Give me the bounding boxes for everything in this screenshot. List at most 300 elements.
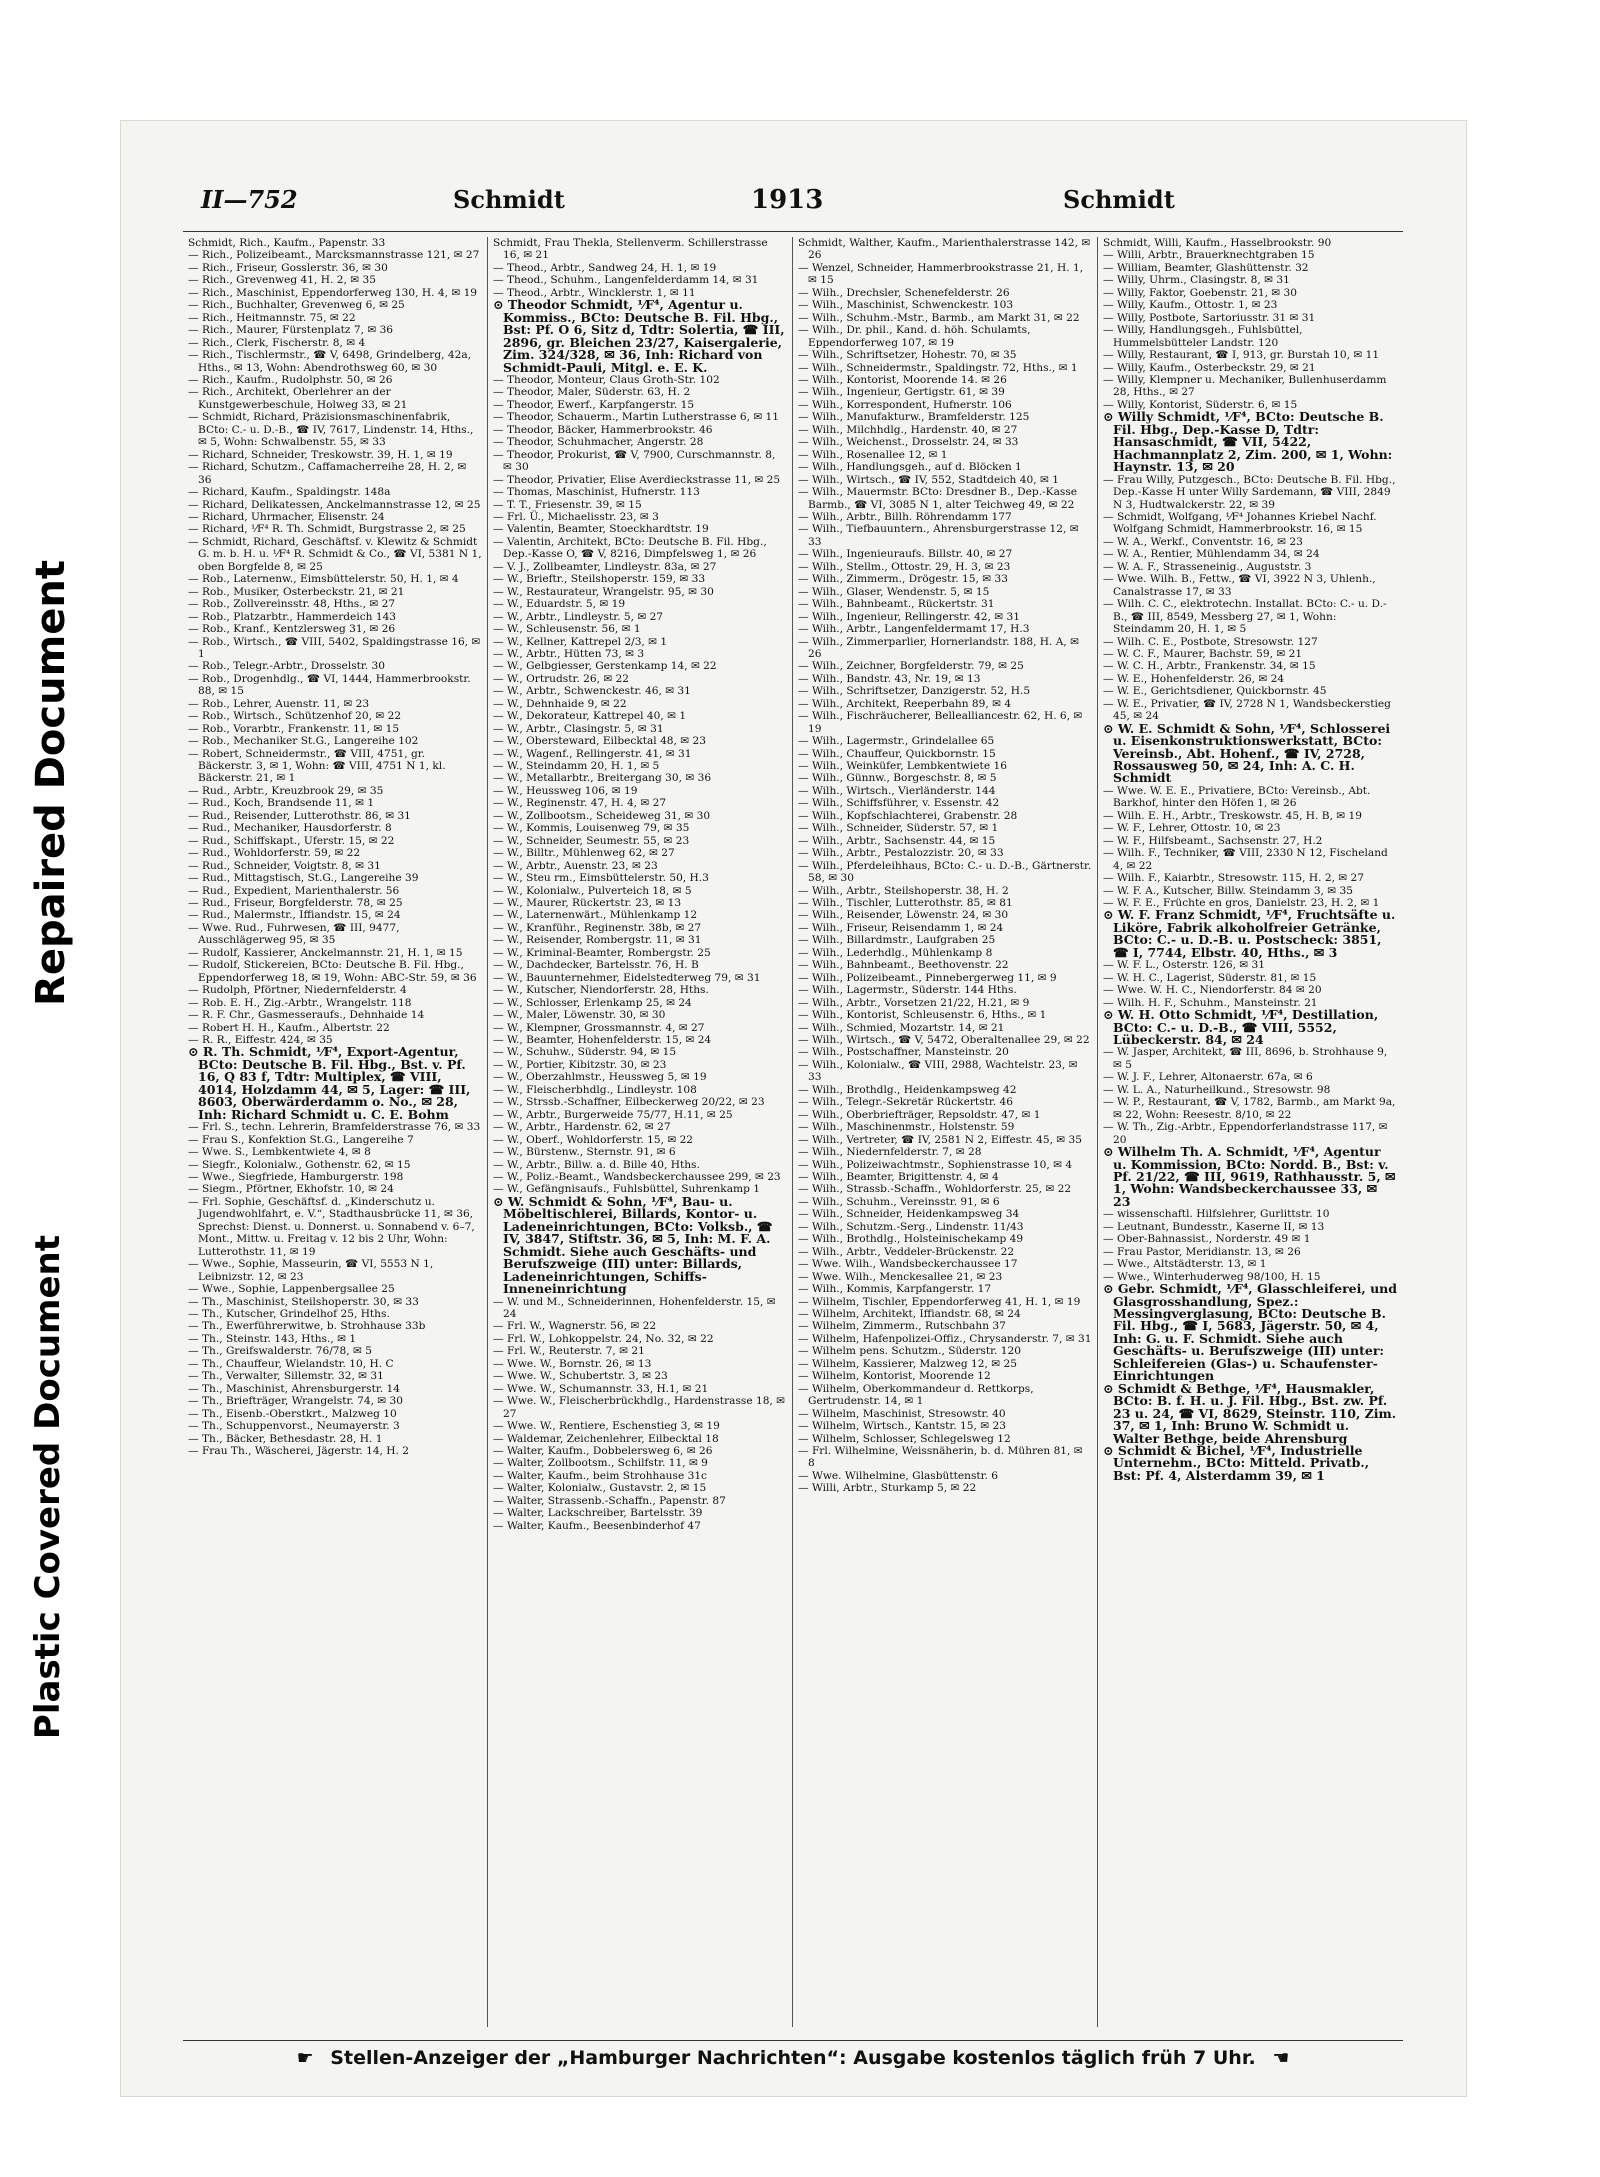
directory-entry: — W. E., Privatier, ☎ IV, 2728 N 1, Wandsbeckerstieg 45, ✉ 24: [1103, 697, 1391, 723]
directory-entry: — Rud., Malermstr., Iffiandstr. 15, ✉ 24: [188, 909, 401, 922]
entry-columns: [183, 237, 1403, 2027]
directory-entry: — Wilh., Schmied, Mozartstr. 14, ✉ 21: [798, 1021, 1005, 1034]
directory-entry: — Wilh., Schutzm.-Serg., Lindenstr. 11/43: [798, 1220, 1024, 1233]
directory-entry: — Wilh. C. C., elektrotechn. Installat. BCto: C.- u. D.-B., ☎ III, 8549, Messberg 27, ✉ 1, Wohn: Steindamm 20, H. 1, ✉ 5: [1103, 598, 1387, 636]
directory-entry: — Rob., Laternenw., Eimsbüttelerstr. 50, H. 1, ✉ 4: [188, 573, 459, 586]
directory-entry: — W., Laternenwärt., Mühlenkamp 12: [493, 909, 698, 922]
directory-entry: — W., Dachdecker, Bartelsstr. 76, H. B: [493, 959, 699, 972]
directory-entry: — W. L. A., Naturheilkund., Stresowstr. 98: [1103, 1083, 1331, 1096]
directory-entry: — Rich., Maurer, Fürstenplatz 7, ✉ 36: [188, 324, 394, 337]
directory-entry: — Wilh., Friseur, Reisendamm 1, ✉ 24: [798, 921, 1004, 934]
page-footer: [183, 2040, 1403, 2081]
directory-entry: — W., Arbtr., Schwenckestr. 46, ✉ 31: [493, 685, 691, 698]
directory-entry: — W., Schneider, Seumestr. 55, ✉ 23: [493, 834, 690, 847]
directory-entry: — Thomas, Maschinist, Hufnerstr. 113: [493, 486, 700, 499]
directory-entry: — W., Oberf., Wohldorferstr. 15, ✉ 22: [493, 1133, 694, 1146]
directory-entry: — Wilh., Bahnbeamt., Rückertstr. 31: [798, 598, 995, 611]
directory-entry: — Th., Maschinist, Ahrensburgerstr. 14: [188, 1382, 400, 1395]
directory-entry: — W. und M., Schneiderinnen, Hohenfelderstr. 15, ✉ 24: [493, 1295, 776, 1320]
directory-entry: — W., Maurer, Rückertstr. 23, ✉ 13: [493, 897, 682, 910]
directory-entry: — W. E., Gerichtsdiener, Quickbornstr. 45: [1103, 685, 1327, 698]
directory-entry: — Rud., Schiffskapt., Uferstr. 15, ✉ 22: [188, 834, 395, 847]
directory-entry: — Wwe. Wilh., Wandsbeckerchaussee 17: [798, 1258, 1018, 1271]
directory-entry: — Richard, Delikatessen, Anckelmannstrasse 12, ✉ 25: [188, 498, 481, 511]
directory-entry: — Theodor, Ewerf., Karpfangerstr. 15: [493, 398, 695, 411]
directory-entry: — Wilhelm pens. Schutzm., Süderstr. 120: [798, 1345, 1021, 1358]
directory-entry: — Rudolf, Kassierer, Anckelmannstr. 21, H. 1, ✉ 15: [188, 946, 463, 959]
directory-entry: — W., Oberzahlmstr., Heussweg 5, ✉ 19: [493, 1071, 707, 1084]
directory-entry: — Theod., Schuhm., Langenfelderdamm 14, ✉ 31: [493, 274, 759, 287]
directory-entry: — W. A., Werkf., Conventstr. 16, ✉ 23: [1103, 535, 1303, 548]
directory-entry: — wissenschaftl. Hilfslehrer, Gurlittstr. 10: [1103, 1208, 1330, 1221]
directory-entry: — Rich., Clerk, Fischerstr. 8, ✉ 4: [188, 336, 366, 349]
directory-entry: — W., Arbtr., Burgerweide 75/77, H.11, ✉ 25: [493, 1108, 733, 1121]
directory-entry: — Wilh., Zimmerm., Drögestr. 15, ✉ 33: [798, 573, 1008, 586]
directory-entry: — W., Arbtr., Lindleystr. 5, ✉ 27: [493, 610, 664, 623]
directory-entry: — W., Kolonialw., Pulverteich 18, ✉ 5: [493, 884, 692, 897]
directory-entry: — Wilh. F., Kaiarbtr., Stresowstr. 115, H. 2, ✉ 27: [1103, 872, 1365, 885]
directory-entry: — W., Bürstenw., Sternstr. 91, ✉ 6: [493, 1146, 676, 1159]
directory-entry: — Rud., Reisender, Lutterothstr. 86, ✉ 31: [188, 809, 411, 822]
directory-entry: — Frau Pastor, Meridianstr. 13, ✉ 26: [1103, 1245, 1301, 1258]
directory-entry: — Frau Th., Wäscherei, Jägerstr. 14, H. 2: [188, 1444, 410, 1457]
directory-entry: — Wilh., Bahnbeamt., Beethovenstr. 22: [798, 959, 1009, 972]
directory-entry: — Wwe. W., Bornstr. 26, ✉ 13: [493, 1357, 652, 1370]
directory-entry: — Wilh., Zeichner, Borgfelderstr. 79, ✉ 25: [798, 660, 1024, 673]
directory-entry: — Rob., Lehrer, Auenstr. 11, ✉ 23: [188, 697, 370, 710]
directory-entry: — William, Beamter, Glashüttenstr. 32: [1103, 261, 1309, 274]
directory-entry: Schmidt, Willi, Kaufm., Hasselbrookstr. 90: [1103, 237, 1332, 249]
directory-entry: ⊙ Gebr. Schmidt, ⅟F⁴, Glasschleiferei, und Glasgrosshandlung, Spez.: Messingverglasung, BCto: Deutsche B. Fil. Hbg., ☎ I, 5683, Jägerstr. 50, ✉ 4, Inh: G. u. F. Schmidt. Siehe auch Geschäfts- u. Berufszweige (III) unter: Schleifereien (Glas-) u. Schaufenster-Einrichtungen: [1103, 1281, 1397, 1384]
directory-entry: — W., Zollbootsm., Scheideweg 31, ✉ 30: [493, 809, 711, 822]
directory-entry: — Wilh., Architekt, Reeperbahn 89, ✉ 4: [798, 697, 1012, 710]
directory-entry: — W. H. C., Lagerist, Süderstr. 81, ✉ 15: [1103, 971, 1317, 984]
directory-entry: — Rob., Platzarbtr., Hammerdeich 143: [188, 610, 397, 623]
directory-entry: ⊙ Willy Schmidt, ⅟F⁴, BCto: Deutsche B. Fil. Hbg., Dep.-Kasse D, Tdtr: Hansaschmidt, ☎ VII, 5422, Hachmannplatz 2, Zim. 200, ✉ 1, Wohn: Haynstr. 13, ✉ 20: [1103, 409, 1393, 475]
directory-entry: — Wilh., Schriftsetzer, Danzigerstr. 52, H.5: [798, 685, 1031, 698]
directory-entry: — Rob., Mechaniker St.G., Langereihe 102: [188, 735, 419, 748]
directory-entry: — Frl. Sophie, Geschäftsf. d. „Kinderschutz u. Jugendwohlfahrt, e. V.“, Stadthausbrücke 11, ✉ 36, Sprechst: Dienst. u. Donnerst. u. Sonnabend v. 6–7, Mont., Mittw. u. Freitag v. 12 bis 2 Uhr, Wohn: Lutterothstr. 11, ✉ 19: [188, 1195, 475, 1258]
directory-entry: — W. F., Lehrer, Ottostr. 10, ✉ 23: [1103, 822, 1281, 835]
directory-entry: — Frl. W., Wagnerstr. 56, ✉ 22: [493, 1320, 657, 1333]
directory-entry: — Willy, Handlungsgeh., Fuhlsbüttel, Hummelsbütteler Landstr. 120: [1103, 324, 1303, 349]
directory-entry: — Wilhelm, Schlosser, Schlegelsweg 12: [798, 1432, 1011, 1445]
directory-entry: — Frau Willy, Putzgesch., BCto: Deutsche B. Fil. Hbg., Dep.-Kasse H unter Willy Sardemann, ☎ VIII, 2849 N 3, Hudtwalckerstr. 22, ✉ 39: [1103, 473, 1396, 511]
directory-entry: — Rob., Wirtsch., ☎ VIII, 5402, Spaldingstrasse 16, ✉ 1: [188, 635, 481, 660]
directory-entry: Schmidt, Frau Thekla, Stellenverm. Schillerstrasse 16, ✉ 21: [493, 237, 768, 262]
directory-entry: — W., Arbtr., Hütten 73, ✉ 3: [493, 647, 645, 660]
directory-entry: — W., Eduardstr. 5, ✉ 19: [493, 598, 626, 611]
directory-entry: — Wwe. W. E. E., Privatiere, BCto: Vereinsb., Abt. Barkhof, hinter den Höfen 1, ✉ 26: [1103, 784, 1371, 810]
directory-entry: — Frl. S., techn. Lehrerin, Bramfelderstrasse 76, ✉ 33: [188, 1121, 481, 1134]
directory-entry: — W. F. A., Kutscher, Billw. Steindamm 3, ✉ 35: [1103, 884, 1354, 897]
directory-entry: — Wilh., Reisender, Löwenstr. 24, ✉ 30: [798, 909, 1009, 922]
directory-entry: — Wilh., Schneider, Heidenkampsweg 34: [798, 1208, 1020, 1221]
directory-entry: — Theod., Arbtr., Wincklerstr. 1, ✉ 11: [493, 286, 696, 299]
directory-entry: — Wilh., Günnw., Borgeschstr. 8, ✉ 5: [798, 772, 997, 785]
directory-entry: — W., Arbtr., Hardenstr. 62, ✉ 27: [493, 1121, 671, 1134]
directory-entry: — W., Arbtr., Billw. a. d. Bille 40, Hths.: [493, 1158, 700, 1171]
directory-entry: — Th., Kutscher, Grindelhof 25, Hths.: [188, 1307, 390, 1320]
directory-entry: — Wilh., Tiefbauuntern., Ahrensburgerstrasse 12, ✉ 33: [798, 523, 1079, 548]
directory-entry: — W., Maler, Löwenstr. 30, ✉ 30: [493, 1009, 666, 1022]
directory-entry: — Wilhelm, Hafenpolizei-Offiz., Chrysanderstr. 7, ✉ 31: [798, 1332, 1092, 1345]
directory-entry: — W., Kranführ., Reginenstr. 38b, ✉ 27: [493, 921, 702, 934]
directory-entry: — Wilh., Ingenieur, Rellingerstr. 42, ✉ 31: [798, 610, 1020, 623]
directory-entry: Schmidt, Walther, Kaufm., Marienthalerstrasse 142, ✉ 26: [798, 237, 1091, 262]
directory-entry: — Wilh., Drechsler, Schenefelderstr. 26: [798, 286, 1010, 299]
directory-entry: — Wilh., Glaser, Wendenstr. 5, ✉ 15: [798, 585, 990, 598]
directory-entry: — Theodor, Maler, Süderstr. 63, H. 2: [493, 386, 691, 399]
directory-entry: — Rud., Wohldorferstr. 59, ✉ 22: [188, 847, 361, 860]
directory-entry: — Th., Greifswalderstr. 76/78, ✉ 5: [188, 1345, 372, 1358]
column-2: [488, 237, 793, 2027]
directory-entry: — Rob., Drogenhdlg., ☎ VI, 1444, Hammerbrookstr. 88, ✉ 15: [188, 672, 471, 698]
directory-entry: ⊙ Schmidt & Bichel, ⅟F⁴, Industrielle Unternehm., BCto: Mitteld. Privatb., Bst: Pf. 4, Alsterdamm 39, ✉ 1: [1103, 1442, 1370, 1483]
directory-entry: — Wwe. S., Lembkentwiete 4, ✉ 8: [188, 1146, 371, 1159]
directory-entry: — W. A., Rentier, Mühlendamm 34, ✉ 24: [1103, 548, 1320, 561]
directory-entry: — Richard, ⅟F⁴ R. Th. Schmidt, Burgstrasse 2, ✉ 25: [188, 523, 466, 536]
directory-entry: — Wilh., Oberbriefträger, Repsoldstr. 47, ✉ 1: [798, 1108, 1041, 1121]
directory-entry: — Wwe. W., Schumannstr. 33, H.1, ✉ 21: [493, 1382, 709, 1395]
directory-entry: — Wwe., Winterhuderweg 98/100, H. 15: [1103, 1270, 1321, 1283]
directory-entry: — Wilh., Korrespondent, Hufnerstr. 106: [798, 398, 1012, 411]
directory-entry: — W., Heussweg 106, ✉ 19: [493, 784, 638, 797]
directory-entry: — Wilh. F., Techniker, ☎ VIII, 2330 N 12, Fischeland 4, ✉ 22: [1103, 847, 1388, 872]
directory-entry: — Rich., Friseur, Gosslerstr. 36, ✉ 30: [188, 261, 388, 274]
directory-entry: — Wilh., Ingenieuraufs. Billstr. 40, ✉ 27: [798, 548, 1013, 561]
directory-entry: — Wwe., Altstädterstr. 13, ✉ 1: [1103, 1258, 1267, 1271]
directory-entry: — Walter, Kaufm., Dobbelersweg 6, ✉ 26: [493, 1444, 713, 1457]
directory-entry: — Rud., Koch, Brandsende 11, ✉ 1: [188, 797, 375, 810]
directory-entry: — Wilh., Kolonialw., ☎ VIII, 2988, Wachtelstr. 23, ✉ 33: [798, 1058, 1078, 1084]
directory-entry: — Willy, Klempner u. Mechaniker, Bullenhuserdamm 28, Hths., ✉ 27: [1103, 373, 1387, 399]
directory-entry: — Rud., Schneider, Voigtstr. 8, ✉ 31: [188, 859, 381, 872]
directory-entry: — Wilh., Weinküfer, Lembkentwiete 16: [798, 760, 1007, 773]
directory-entry: — Wilh., Mauermstr. BCto: Dresdner B., Dep.-Kasse Barmb., ☎ VI, 3085 N 1, alter Teichweg 49, ✉ 22: [798, 486, 1078, 511]
directory-entry: — Wilh., Zimmerparlier, Hornerlandstr. 188, H. A, ✉ 26: [798, 635, 1080, 660]
directory-entry: — Wwe. Rud., Fuhrwesen, ☎ III, 9477, Ausschlägerweg 95, ✉ 35: [188, 921, 400, 947]
directory-entry: — W., Strssb.-Schaffner, Eilbeckerweg 20/22, ✉ 23: [493, 1096, 765, 1109]
directory-entry: — Wilh., Arbtr., Billh. Röhrendamm 177: [798, 510, 1012, 523]
directory-entry: — Wilhelm, Oberkommandeur d. Rettkorps, Gertrudenstr. 14, ✉ 1: [798, 1382, 1034, 1408]
directory-entry: — W., Steu rm., Eimsbüttelerstr. 50, H.3: [493, 872, 709, 885]
directory-entry: — R. F. Chr., Gasmesseraufs., Dehnhaide 14: [188, 1009, 425, 1022]
directory-entry: — Rob., Zollvereinsstr. 48, Hths., ✉ 27: [188, 598, 396, 611]
directory-entry: — Wilh., Arbtr., Veddeler-Brückenstr. 22: [798, 1245, 1015, 1258]
directory-entry: — Walter, Strassenb.-Schaffn., Papenstr. 87: [493, 1494, 726, 1507]
directory-entry: — Willy, Kaufm., Osterbeckstr. 29, ✉ 21: [1103, 361, 1316, 374]
directory-entry: — Wilh., Maschinenmstr., Holstenstr. 59: [798, 1121, 1015, 1134]
column-1: [183, 237, 488, 2027]
directory-entry: — Wilh., Maschinist, Schwenckestr. 103: [798, 299, 1014, 312]
directory-entry: — W., Fleischerbhdlg., Lindleystr. 108: [493, 1083, 697, 1096]
directory-entry: — Wilh., Arbtr., Pestalozzistr. 20, ✉ 33: [798, 847, 1004, 860]
directory-entry: ⊙ Theodor Schmidt, ⅟F⁴, Agentur u. Kommiss., BCto: Deutsche B. Fil. Hbg., Bst: Pf. O 6, Sitz d, Tdtr: Solertia, ☎ III, 2896, gr. Bleichen 23/27, Kaisergalerie, Zim. 324/328, ✉ 36, Inh: Richard von Schmidt-Pauli, Mitgl. e. E. K.: [493, 297, 785, 375]
directory-entry: — Waldemar, Zeichenlehrer, Eilbecktal 18: [493, 1432, 719, 1445]
directory-entry: — Frl. Wilhelmine, Weissnäherin, b. d. Mühren 81, ✉ 8: [798, 1444, 1083, 1470]
directory-entry: — W., Arbtr., Auenstr. 23, ✉ 23: [493, 859, 658, 872]
directory-entry: — W., Steindamm 20, H. 1, ✉ 5: [493, 760, 660, 773]
directory-entry: — W., Kellner, Kattrepel 2/3, ✉ 1: [493, 635, 668, 648]
directory-entry: — Wilh., Brothdlg., Heidenkampsweg 42: [798, 1083, 1017, 1096]
directory-entry: — Wilh., Billardmstr., Laufgraben 25: [798, 934, 996, 947]
directory-entry: — Willy, Restaurant, ☎ I, 913, gr. Burstah 10, ✉ 11: [1103, 349, 1380, 362]
directory-entry: — Th., Schuppenvorst., Neumayerstr. 3: [188, 1420, 400, 1433]
footer-text: Stellen-Anzeiger der „Hamburger Nachrichten“: Ausgabe kostenlos täglich früh 7 Uhr.: [330, 2047, 1256, 2069]
directory-entry: — Valentin, Architekt, BCto: Deutsche B. Fil. Hbg., Dep.-Kasse O, ☎ V, 8216, Dimpfelsweg 1, ✉ 26: [493, 535, 767, 561]
directory-entry: — Wilh., Bandstr. 43, Nr. 19, ✉ 13: [798, 672, 981, 685]
directory-entry: — W., Gelbgiesser, Gerstenkamp 14, ✉ 22: [493, 660, 717, 673]
directory-entry: — Schmidt, Wolfgang, ⅟F⁴ Johannes Kriebel Nachf. Wolfgang Schmidt, Hammerbrookstr. 16, ✉ 15: [1103, 510, 1377, 536]
directory-entry: — Th., Maschinist, Steilshoperstr. 30, ✉ 33: [188, 1295, 419, 1308]
directory-entry: — W., Arbtr., Clasingstr. 5, ✉ 31: [493, 722, 664, 735]
directory-entry: — Wilh. E. H., Arbtr., Treskowstr. 45, H. B, ✉ 19: [1103, 809, 1363, 822]
directory-entry: — R. R., Eiffestr. 424, ✉ 35: [188, 1034, 333, 1046]
directory-entry: — W., Schlosser, Erlenkamp 25, ✉ 24: [493, 996, 692, 1009]
directory-entry: — Wilh., Dr. phil., Kand. d. höh. Schulamts, Eppendorferweg 107, ✉ 19: [798, 324, 1031, 349]
repaired-document-label: Repaired Document: [28, 560, 74, 1006]
directory-entry: — Schmidt, Richard, Präzisionsmaschinenfabrik, BCto: C.- u. D.-B., ☎ IV, 7617, Lindenstr. 14, Hths., ✉ 5, Wohn: Schwalbenstr. 55, ✉ 33: [188, 411, 474, 449]
directory-entry: — Wilh., Kopfschlachterei, Grabenstr. 28: [798, 809, 1018, 822]
directory-entry: — Wilh., Kontorist, Moorende 14. ✉ 26: [798, 373, 1007, 386]
directory-entry: — Richard, Kaufm., Spaldingstr. 148a: [188, 486, 391, 499]
directory-entry: — Willy, Faktor, Goebenstr. 21, ✉ 30: [1103, 286, 1298, 299]
page-number: II—752: [201, 185, 298, 214]
page-header: [183, 179, 1403, 232]
directory-entry: — Wilh., Lagermstr., Grindelallee 65: [798, 735, 995, 748]
directory-entry: — Schmidt, Richard, Geschäftsf. v. Klewitz & Schmidt G. m. b. H. u. ⅟F⁴ R. Schmidt & Co., ☎ VI, 5381 N 1, oben Borgfelde 8, ✉ 25: [188, 535, 482, 573]
directory-entry: — Rob., Vorarbtr., Frankenstr. 11, ✉ 15: [188, 722, 400, 735]
directory-entry: — W., Reisender, Rombergstr. 11, ✉ 31: [493, 934, 702, 947]
directory-entry: — Walter, Kolonialw., Gustavstr. 2, ✉ 15: [493, 1482, 707, 1495]
directory-entry: — W., Gefängnisaufs., Fuhlsbüttel, Suhrenkamp 1: [493, 1183, 760, 1196]
directory-entry: — Th., Steinstr. 143, Hths., ✉ 1: [188, 1332, 357, 1345]
directory-entry: — Rud., Expedient, Marienthalerstr. 56: [188, 884, 400, 897]
directory-entry: — Theodor, Bäcker, Hammerbrookstr. 46: [493, 423, 713, 436]
directory-entry: — W. C. F., Maurer, Bachstr. 59, ✉ 21: [1103, 647, 1303, 660]
directory-entry: — W., Metallarbtr., Breitergang 30, ✉ 36: [493, 772, 712, 785]
directory-entry: — Wilhelm, Wirtsch., Kantstr. 15, ✉ 23: [798, 1420, 1006, 1433]
directory-entry: — Th., Chauffeur, Wielandstr. 10, H. C: [188, 1357, 394, 1370]
header-right-title: Schmidt: [1063, 185, 1175, 214]
directory-entry: — Walter, Zollbootsm., Schilfstr. 11, ✉ 9: [493, 1457, 708, 1470]
directory-entry: — Richard, Uhrmacher, Elisenstr. 24: [188, 510, 385, 523]
directory-entry: — W., Ortrudstr. 26, ✉ 22: [493, 672, 630, 685]
directory-entry: — Wilh., Wirtsch., Vierländerstr. 144: [798, 784, 996, 797]
directory-entry: — W., Kutscher, Niendorferstr. 28, Hths.: [493, 984, 709, 997]
directory-entry: — V. J., Zollbeamter, Lindleystr. 83a, ✉ 27: [493, 560, 717, 573]
directory-entry: — Wwe. W., Fleischerbrückhdlg., Hardenstrasse 18, ✉ 27: [493, 1395, 786, 1420]
directory-entry: — W. E., Hohenfelderstr. 26, ✉ 24: [1103, 672, 1285, 685]
directory-entry: — Walter, Kaufm., beim Strohhause 31c: [493, 1469, 707, 1482]
directory-entry: — Wilh., Fischräucherer, Bellealliancestr. 62, H. 6, ✉ 19: [798, 710, 1083, 735]
directory-entry: ⊙ W. F. Franz Schmidt, ⅟F⁴, Fruchtsäfte u. Liköre, Fabrik alkoholfreier Getränke, BCto: C.- u. D.-B. u. Postscheck: 3851, ☎ I, 7744, Elbstr. 40, Hths., ✉ 3: [1103, 907, 1396, 960]
directory-entry: — Wwe. Wilhelmine, Glasbüttenstr. 6: [798, 1469, 999, 1482]
directory-entry: — Wilh., Schuhm.-Mstr., Barmb., am Markt 31, ✉ 22: [798, 311, 1080, 324]
directory-entry: — Wilh. C. E., Postbote, Stresowstr. 127: [1103, 635, 1318, 648]
directory-entry: — Wilh., Polizeiwachtmstr., Sophienstrasse 10, ✉ 4: [798, 1158, 1073, 1171]
directory-entry: — Wilhelm, Tischler, Eppendorferweg 41, H. 1, ✉ 19: [798, 1295, 1081, 1308]
directory-entry: — Wilh., Manufakturw., Bramfelderstr. 125: [798, 411, 1030, 424]
directory-entry: — W. P., Restaurant, ☎ V, 1782, Barmb., am Markt 9a, ✉ 22, Wohn: Reesestr. 8/10, ✉ 22: [1103, 1096, 1396, 1121]
directory-entry: — Willy, Kaufm., Ottostr. 1, ✉ 23: [1103, 299, 1278, 312]
directory-entry: — Siegm., Pförtner, Ekhofstr. 10, ✉ 24: [188, 1183, 394, 1196]
directory-entry: — Wilh., Niedernfelderstr. 7, ✉ 28: [798, 1146, 982, 1159]
directory-entry: — Rudolf, Stickereien, BCto: Deutsche B. Fil. Hbg., Eppendorferweg 18, ✉ 19, Wohn: ABC-Str. 59, ✉ 36: [188, 959, 477, 984]
directory-entry: — W., Dekorateur, Kattrepel 40, ✉ 1: [493, 710, 687, 723]
directory-entry: ⊙ R. Th. Schmidt, ⅟F⁴, Export-Agentur, BCto: Deutsche B. Fil. Hbg., Bst. v. Pf. 16, Q 83 f, Tdtr: Multiplex, ☎ VIII, 4014, Holzdamm 44, ✉ 5, Lager: ☎ III, 8603, Oberwärderdamm o. No., ✉ 28, Inh: Richard Schmidt u. C. E. Bohm: [188, 1044, 471, 1122]
directory-entry: — Wilh., Schiffsführer, v. Essenstr. 42: [798, 797, 1000, 810]
directory-entry: — Richard, Schutzm., Caffamacherreihe 28, H. 2, ✉ 36: [188, 461, 467, 486]
directory-entry: ⊙ W. E. Schmidt & Sohn, ⅟F⁴, Schlosserei u. Eisenkonstruktionswerkstatt, BCto: Vereinsb., Abt. Hohenf., ☎ IV, 2728, Rossausweg 50, ✉ 24, Inh: A. C. H. Schmidt: [1103, 720, 1391, 786]
directory-entry: — Rich., Kaufm., Rudolphstr. 50, ✉ 26: [188, 373, 393, 386]
directory-entry: — Wilhelm, Kontorist, Moorende 12: [798, 1370, 991, 1383]
directory-entry: — W., Wagenf., Rellingerstr. 41, ✉ 31: [493, 747, 692, 760]
directory-entry: — Rich., Architekt, Oberlehrer an der Kunstgewerbeschule, Holweg 33, ✉ 21: [188, 386, 408, 411]
directory-entry: — Wilhelm, Maschinist, Stresowstr. 40: [798, 1407, 1006, 1420]
directory-entry: — Wilh., Lederhdlg., Mühlenkamp 8: [798, 946, 993, 959]
directory-entry: — Th., Ewerführerwitwe, b. Strohhause 33b: [188, 1320, 426, 1333]
directory-entry: — W., Brieftr., Steilshoperstr. 159, ✉ 33: [493, 573, 706, 586]
directory-entry: — Wilhelm, Kassierer, Malzweg 12, ✉ 25: [798, 1357, 1017, 1370]
directory-entry: — Rob., Kranf., Kentzlersweg 31, ✉ 26: [188, 623, 396, 636]
directory-entry: — Wilh., Schneidermstr., Spaldingstr. 72, Hths., ✉ 1: [798, 361, 1078, 374]
directory-entry: — Wilh., Kommis, Karpfangerstr. 17: [798, 1283, 992, 1296]
directory-entry: — T. T., Friesenstr. 39, ✉ 15: [493, 498, 642, 511]
directory-entry: — Wilh., Beamter, Brigittenstr. 4, ✉ 4: [798, 1170, 999, 1183]
header-year: 1913: [751, 185, 824, 215]
directory-entry: — Theodor, Monteur, Claus Groth-Str. 102: [493, 373, 720, 386]
directory-entry: — W. J. F., Lehrer, Altonaerstr. 67a, ✉ 6: [1103, 1071, 1313, 1084]
directory-entry: — Valentin, Beamter, Stoeckhardtstr. 19: [493, 523, 709, 536]
directory-entry: — W., Kommis, Louisenweg 79, ✉ 35: [493, 822, 690, 835]
directory-entry: — Wilh., Kontorist, Schleusenstr. 6, Hths., ✉ 1: [798, 1009, 1047, 1022]
directory-entry: — Wilh., Chauffeur, Quickbornstr. 15: [798, 747, 996, 760]
directory-entry: — Wilh., Strassb.-Schaffn., Wohldorferstr. 25, ✉ 22: [798, 1183, 1072, 1196]
directory-entry: — Rud., Mechaniker, Hausdorferstr. 8: [188, 822, 392, 835]
directory-entry: — Rich., Heitmannstr. 75, ✉ 22: [188, 311, 356, 324]
directory-entry: — Th., Briefträger, Wrangelstr. 74, ✉ 30: [188, 1395, 404, 1408]
directory-entry: — Rud., Mittagstisch, St.G., Langereihe 39: [188, 872, 419, 885]
directory-entry: — W. C. H., Arbtr., Frankenstr. 34, ✉ 15: [1103, 660, 1316, 673]
directory-entry: — W., Obersteward, Eilbecktal 48, ✉ 23: [493, 735, 707, 748]
directory-entry: — W., Reginenstr. 47, H. 4, ✉ 27: [493, 797, 667, 810]
directory-entry: — Theodor, Schuhmacher, Angerstr. 28: [493, 436, 704, 449]
directory-entry: — Theod., Arbtr., Sandweg 24, H. 1, ✉ 19: [493, 261, 717, 274]
directory-entry: — Wilh., Lagermstr., Süderstr. 144 Hths.: [798, 984, 1017, 997]
directory-page: [183, 179, 1403, 2089]
directory-entry: — W. Jasper, Architekt, ☎ III, 8696, b. Strohhause 9, ✉ 5: [1103, 1046, 1388, 1071]
directory-entry: — Wilh., Schuhm., Vereinsstr. 91, ✉ 6: [798, 1195, 1000, 1208]
directory-entry: — W., Dehnhaide 9, ✉ 22: [493, 697, 627, 710]
directory-entry: — Rich., Polizeibeamt., Marcksmannstrasse 121, ✉ 27: [188, 249, 480, 262]
directory-entry: Schmidt, Rich., Kaufm., Papenstr. 33: [188, 237, 386, 249]
directory-entry: — Rob., Telegr.-Arbtr., Drosselstr. 30: [188, 660, 386, 673]
directory-entry: — Theodor, Prokurist, ☎ V, 7900, Curschmannstr. 8, ✉ 30: [493, 448, 776, 474]
directory-entry: — Wilh., Polizeibeamt., Pinnebergerweg 11, ✉ 9: [798, 971, 1057, 984]
column-4: [1098, 237, 1403, 2027]
directory-entry: — Wilhelm, Architekt, Iffiandstr. 68, ✉ 24: [798, 1307, 1021, 1320]
directory-entry: — Wenzel, Schneider, Hammerbrookstrasse 21, H. 1, ✉ 15: [798, 261, 1084, 287]
directory-entry: — Wilh., Tischler, Lutterothstr. 85, ✉ 81: [798, 897, 1013, 910]
directory-entry: — W. F., Hilfsbeamt., Sachsenstr. 27, H.2: [1103, 834, 1323, 847]
directory-entry: — Wwe. W. H. C., Niendorferstr. 84 ✉ 20: [1103, 984, 1322, 997]
directory-entry: — W. A. F., Strasseneinig., Auguststr. 3: [1103, 560, 1312, 573]
directory-entry: — Wilh., Arbtr., Steilshoperstr. 38, H. 2: [798, 884, 1009, 897]
directory-entry: — Wilh., Telegr.-Sekretär Rückertstr. 46: [798, 1096, 1013, 1109]
directory-entry: ⊙ W. H. Otto Schmidt, ⅟F⁴, Destillation, BCto: C.- u. D.-B., ☎ VIII, 5552, Lübeckerstr. 84, ✉ 24: [1103, 1007, 1379, 1047]
directory-entry: — Frl. Ü., Michaelisstr. 23, ✉ 3: [493, 510, 659, 523]
directory-entry: — W., Bauunternehmer, Eidelstedterweg 79, ✉ 31: [493, 971, 761, 984]
directory-entry: ⊙ Schmidt & Bethge, ⅟F⁴, Hausmakler, BCto: B. f. H. u. J. Fil. Hbg., Bst. zw. Pf. 23 u. 24, ☎ VI, 8629, Steinstr. 110, Zim. 37, ✉ 1, Inh: Bruno W. Schmidt u. Walter Bethge, beide Ahrensburg: [1103, 1380, 1397, 1446]
directory-entry: — Robert H. H., Kaufm., Albertstr. 22: [188, 1021, 390, 1034]
directory-entry: — Wilh., Handlungsgeh., auf d. Blöcken 1: [798, 461, 1022, 474]
directory-entry: — Wilh., Wirtsch., ☎ V, 5472, Oberaltenallee 29, ✉ 22: [798, 1034, 1090, 1046]
directory-entry: — Robert, Schneidermstr., ☎ VIII, 4751, gr. Bäckerstr. 3, ✉ 1, Wohn: ☎ VIII, 4751 N 1, kl. Bäckerstr. 21, ✉ 1: [188, 747, 446, 785]
directory-entry: — Wwe., Siegfriede, Hamburgerstr. 198: [188, 1170, 404, 1183]
directory-entry: — Wilh., Weichenst., Drosselstr. 24, ✉ 33: [798, 436, 1019, 449]
directory-entry: — Wilh. H. F., Schuhm., Mansteinstr. 21: [1103, 996, 1318, 1009]
directory-entry: — Th., Bäcker, Bethesdastr. 28, H. 1: [188, 1432, 383, 1445]
directory-entry: — Willy, Kontorist, Süderstr. 6, ✉ 15: [1103, 398, 1298, 411]
directory-entry: — W. F. L., Osterstr. 126, ✉ 31: [1103, 959, 1266, 972]
directory-entry: — Wilh., Stellm., Ottostr. 29, H. 3, ✉ 23: [798, 560, 1011, 573]
directory-entry: — Rich., Tischlermstr., ☎ V, 6498, Grindelberg, 42a, Hths., ✉ 13, Wohn: Abendrothsweg 60, ✉ 30: [188, 349, 472, 374]
column-3: [793, 237, 1098, 2027]
directory-entry: — Wwe. W., Rentiere, Eschenstieg 3, ✉ 19: [493, 1420, 720, 1433]
directory-entry: — Frl. W., Lohkoppelstr. 24, No. 32, ✉ 22: [493, 1332, 714, 1345]
directory-entry: — Leutnant, Bundesstr., Kaserne II, ✉ 13: [1103, 1220, 1325, 1233]
header-left-title: Schmidt: [453, 185, 565, 214]
directory-entry: — Rob., Musiker, Osterbeckstr. 21, ✉ 21: [188, 585, 405, 598]
directory-entry: — Wwe. Wilh. B., Fettw., ☎ VI, 3922 N 3, Uhlenh., Canalstrasse 17, ✉ 33: [1103, 573, 1376, 598]
directory-entry: — W. F. E., Früchte en gros, Danielstr. 23, H. 2, ✉ 1: [1103, 897, 1380, 910]
pointing-hand-icon: ☛: [296, 2047, 314, 2069]
directory-entry: ⊙ W. Schmidt & Sohn, ⅟F⁴, Bau- u. Möbeltischlerei, Billards, Kontor- u. Ladeneinrichtungen, BCto: Volksb., ☎ IV, 3847, Stiftstr. 36, ✉ 5, Inh: M. F. A. Schmidt. Siehe auch Geschäfts- und Berufszweige (III) unter: Billards, Ladeneinrichtungen, Schiffs-Inneneinrichtung: [493, 1193, 773, 1297]
directory-entry: — Th., Eisenb.-Oberstkrt., Malzweg 10: [188, 1407, 397, 1420]
directory-entry: — Wilh., Milchhdlg., Hardenstr. 40, ✉ 27: [798, 423, 1018, 436]
pointing-hand-icon: ☚: [1272, 2047, 1290, 2069]
directory-entry: — Rob. E. H., Zig.-Arbtr., Wrangelstr. 118: [188, 996, 412, 1009]
directory-entry: — Wilh., Arbtr., Sachsenstr. 44, ✉ 15: [798, 834, 996, 847]
directory-entry: — W., Billtr., Mühlenweg 62, ✉ 27: [493, 847, 675, 860]
directory-entry: — Wilh., Wirtsch., ☎ IV, 552, Stadtdeich 40, ✉ 1: [798, 473, 1059, 486]
directory-entry: — Wilh., Postschaffner, Mansteinstr. 20: [798, 1046, 1009, 1059]
directory-entry: — Rich., Buchhalter, Grevenweg 6, ✉ 25: [188, 299, 405, 312]
directory-entry: — Rudolph, Pförtner, Niedernfelderstr. 4: [188, 984, 407, 997]
directory-entry: — Richard, Schneider, Treskowstr. 39, H. 1, ✉ 19: [188, 448, 453, 461]
directory-entry: — W., Kriminal-Beamter, Rombergstr. 25: [493, 946, 711, 959]
directory-entry: — Wilh., Pferdeleihhaus, BCto: C.- u. D.-B., Gärtnerstr. 58, ✉ 30: [798, 859, 1092, 885]
directory-entry: — Wwe., Sophie, Masseurin, ☎ VI, 5553 N 1, Leibnizstr. 12, ✉ 23: [188, 1258, 434, 1283]
directory-entry: — W., Schleusenstr. 56, ✉ 1: [493, 623, 641, 636]
directory-entry: — Th., Verwalter, Sillemstr. 32, ✉ 31: [188, 1370, 384, 1383]
directory-entry: — Wilh., Arbtr., Langenfeldermamt 17, H.3: [798, 623, 1030, 636]
directory-entry: — Rud., Friseur, Borgfelderstr. 78, ✉ 25: [188, 897, 403, 910]
directory-entry: — Walter, Kaufm., Beesenbinderhof 47: [493, 1519, 701, 1532]
directory-entry: — W., Schuhw., Süderstr. 94, ✉ 15: [493, 1046, 677, 1059]
directory-entry: — W. Th., Zig.-Arbtr., Eppendorferlandstrasse 117, ✉ 20: [1103, 1121, 1388, 1146]
directory-entry: — W., Beamter, Hohenfelderstr. 15, ✉ 24: [493, 1034, 712, 1046]
directory-entry: — Wilh., Vertreter, ☎ IV, 2581 N 2, Eiffestr. 45, ✉ 35: [798, 1133, 1083, 1146]
directory-entry: — Rud., Arbtr., Kreuzbrook 29, ✉ 35: [188, 784, 384, 797]
directory-entry: — Willy, Uhrm., Clasingstr. 8, ✉ 31: [1103, 274, 1290, 287]
directory-entry: — Wwe. Wilh., Menckesallee 21, ✉ 23: [798, 1270, 1003, 1283]
directory-entry: — Rich., Grevenweg 41, H. 2, ✉ 35: [188, 274, 376, 287]
directory-entry: — Wwe., Sophie, Lappenbergsallee 25: [188, 1283, 395, 1296]
directory-entry: — Wwe. W., Schubertstr. 3, ✉ 23: [493, 1370, 668, 1383]
